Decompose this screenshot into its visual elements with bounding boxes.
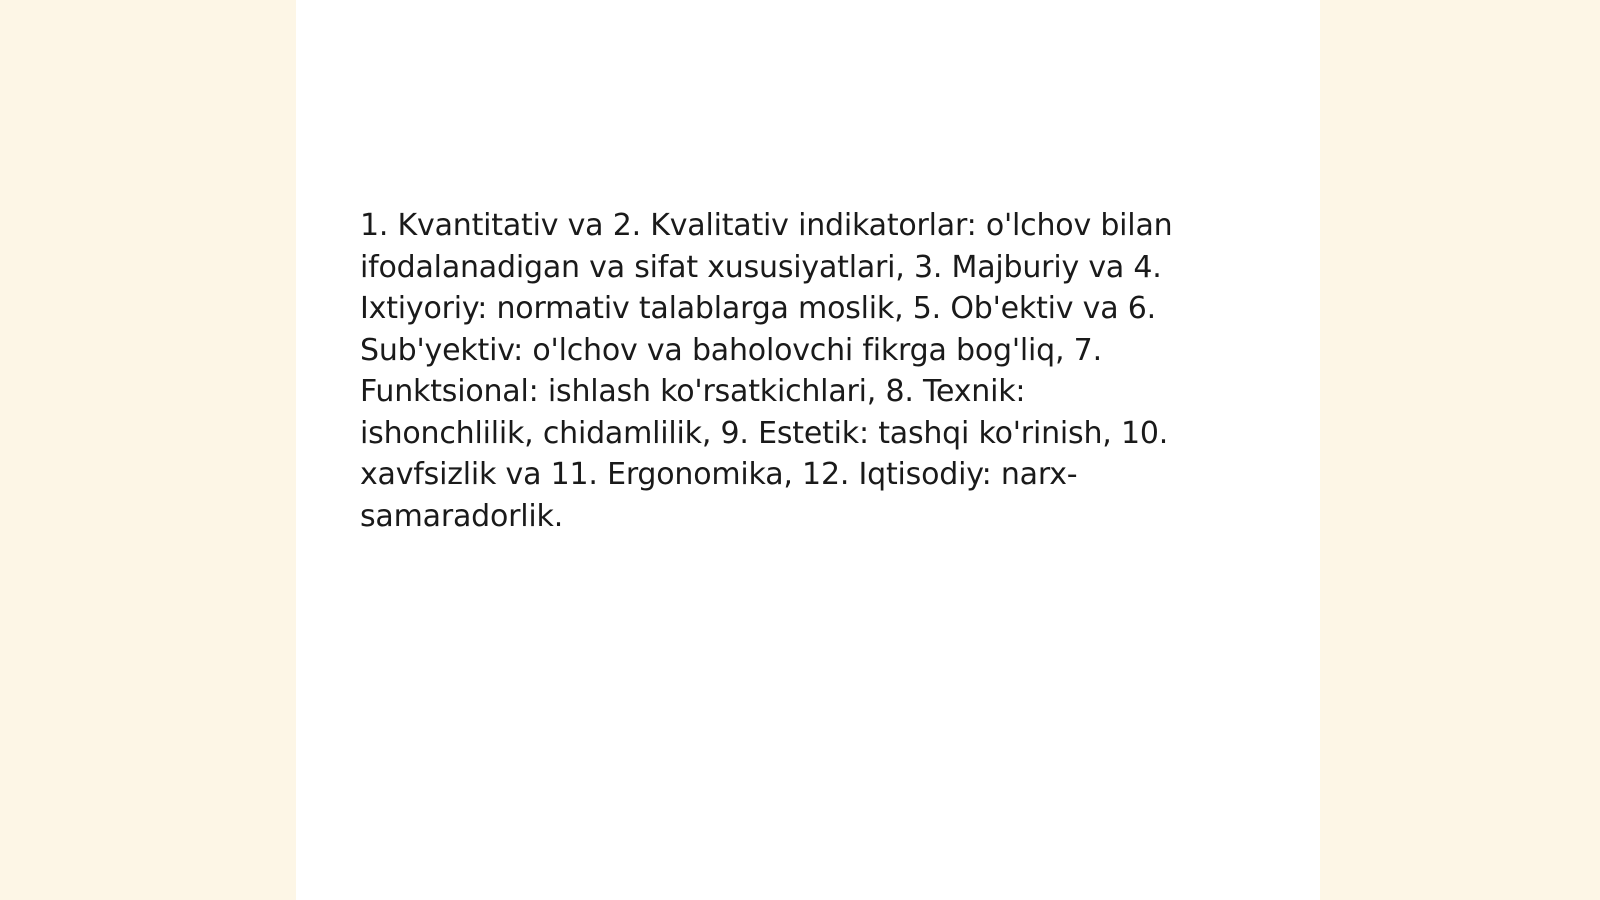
text-line: ishonchlilik, chidamlilik, 9. Estetik: tashqi ko'rinish, 10. bbox=[360, 415, 1169, 451]
text-line: Funktsional: ishlash ko'rsatkichlari, 8. Texnik: bbox=[360, 374, 1026, 409]
text-line: xavfsizlik va 11. Ergonomika, 12. Iqtisodiy: narx- bbox=[360, 457, 1078, 492]
text-line: 1. Kvantitativ va 2. Kvalitativ indikatorlar: o'lchov bilan bbox=[360, 208, 1173, 243]
text-line: ifodalanadigan va sifat xususiyatlari, 3. Majburiy va 4. bbox=[360, 249, 1162, 285]
text-line: samaradorlik. bbox=[360, 498, 564, 534]
text-line: Ixtiyoriy: normativ talablarga moslik, 5. Ob'ektiv va 6. bbox=[360, 291, 1156, 326]
text-line: Sub'yektiv: o'lchov va baholovchi fikrga bog'liq, 7. bbox=[360, 332, 1102, 368]
slide-body-text bbox=[360, 205, 1260, 537]
slide-page bbox=[296, 0, 1320, 900]
